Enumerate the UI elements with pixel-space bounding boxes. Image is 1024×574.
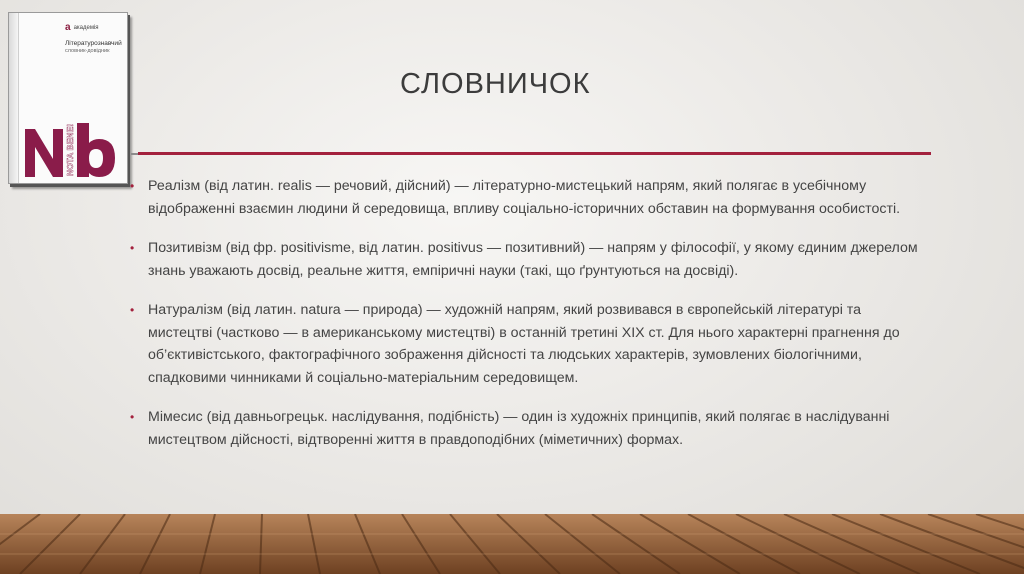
- wooden-floor-decoration: [0, 514, 1024, 574]
- list-item-mimesis: [128, 406, 928, 451]
- list-item-realism: [128, 175, 928, 220]
- bullet-icon: •: [130, 179, 135, 193]
- svg-text:NOTA BENE!: NOTA BENE!: [65, 124, 75, 176]
- publisher-name: академія: [73, 24, 99, 31]
- list-item-text: Позитивізм (від фр. positivisme, від латин. positivus — позитивний) — напрям у філософії, у якому єдиним джерелом знань уважають досвід, реальне життя, емпіричні науки (такі, що ґрунтуються на досвіді).: [148, 240, 918, 279]
- definitions-list: [128, 175, 928, 468]
- book-title: Літературознавчий: [65, 40, 122, 47]
- bullet-icon: •: [130, 410, 135, 424]
- slide-title: СЛОВНИЧОК: [400, 68, 591, 100]
- list-item-text: Реалізм (від латин. realis — речовий, дійсний) — літературно-мистецький напрям, який полягає в усебічному відображенні взаємин людини й середовища, впливу соціально-історичних обставин на формування особистості.: [148, 178, 901, 217]
- publisher-brand: [65, 22, 99, 33]
- list-item-positivism: [128, 237, 928, 282]
- title-divider: [138, 152, 931, 155]
- list-item-text: Мімесис (від давньогрецьк. наслідування, подібність) — один із художніх принципів, який полягає в наслідуванні мистецтвом дійсності, відтворенні життя в правдоподібних (міметичних) формах.: [148, 409, 890, 448]
- bullet-icon: •: [130, 303, 135, 317]
- list-item-naturalism: [128, 299, 928, 389]
- nota-bene-logo: [23, 121, 123, 179]
- floor-planks: [0, 514, 1024, 574]
- book-spine: [9, 13, 19, 183]
- book-cover-image: [8, 12, 128, 184]
- publisher-logo-icon: a: [65, 22, 71, 33]
- list-item-text: Натуралізм (від латин. natura — природа) — художній напрям, який розвивався в європейській літературі та мистецтві (частково — в американському мистецтві) в останній третині XIX ст. Для нього характерні прагнення до об’єктивістського, фактографічного зображення дійсності та людських характерів, зумовлених біологічними, спадковими чинниками й соціально-матеріальним середовищем.: [148, 302, 900, 386]
- bullet-icon: •: [130, 241, 135, 255]
- book-subtitle: словник-довідник: [65, 48, 110, 54]
